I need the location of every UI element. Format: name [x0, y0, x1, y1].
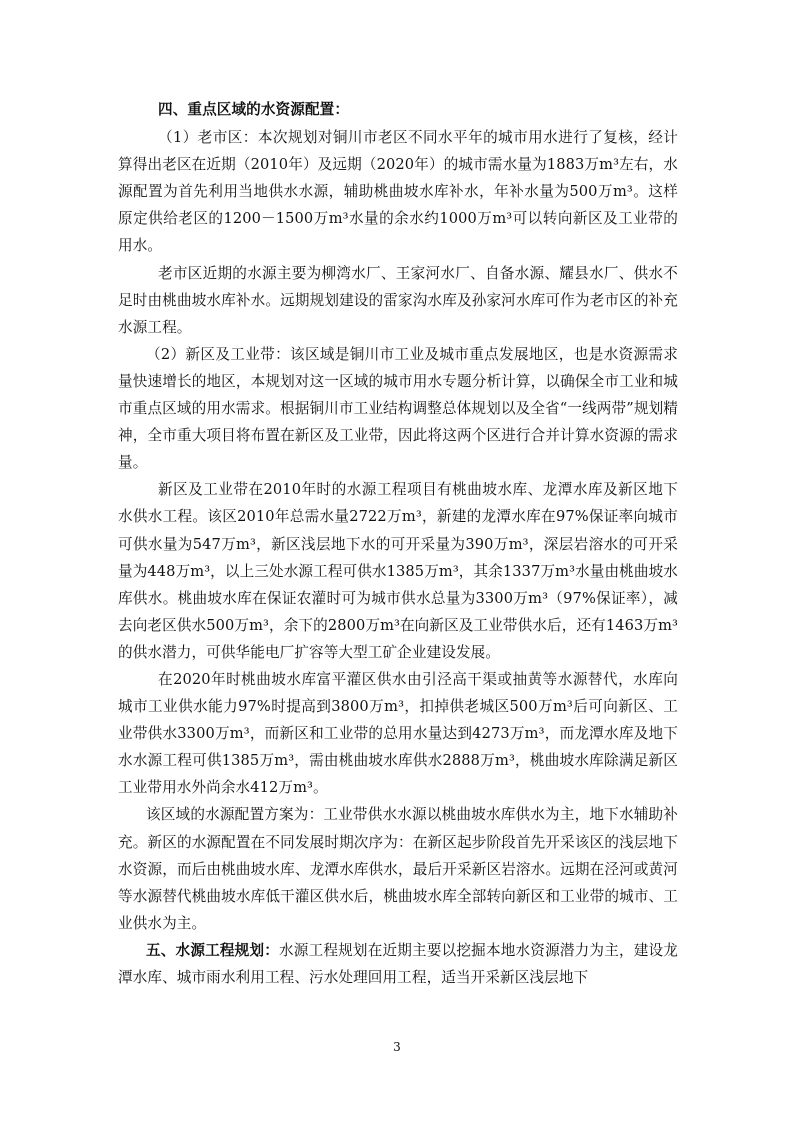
paragraph-new-district: （2）新区及工业带：该区域是铜川市工业及城市重点发展地区，也是水资源需求量快速增长的地区，本规划对这一区域的城市用水专题分析计算，以确保全市工业和城市重点区域的用水需求。根据铜川市工业结构调整总体规划以及全省“一线两带”规划精神，全市重大项目将布置在新区及工业带，因此将这两个区进行合并计算水资源的需求量。 [118, 345, 678, 472]
document-body [118, 96, 678, 991]
paragraph-2010-supply: 新区及工业带在2010年时的水源工程项目有桃曲坡水库、龙潭水库及新区地下水供水工程。该区2010年总需水量2722万m³，新建的龙潭水库在97%保证率向城市可供水量为547万m³，新区浅层地下水的可开采量为390万m³，深层岩溶水的可开采量为448万m³，以上三处水源工程可供水1385万m³，其余1337万m³水量由桃曲坡水库供水。桃曲坡水库在保证农灌时可为城市供水总量为3300万m³（97%保证率），减去向老区供水500万m³，余下的2800万m³在向新区及工业带供水后，还有1463万m³的供水潜力，可供华能电厂扩容等大型工矿企业建设发展。 [118, 481, 678, 661]
section-heading-5: 五、水源工程规划： [146, 941, 280, 959]
page-number: 3 [393, 1040, 401, 1054]
paragraph-water-project [118, 937, 678, 991]
paragraph-2020-supply: 在2020年时桃曲坡水库富平灌区供水由引泾高干渠或抽黄等水源替代，水库向城市工业供水能力97%时提高到3800万m³，扣掉供老城区500万m³后可向新区、工业带供水3300万m³，而新区和工业带的总用水量达到4273万m³，而龙潭水库及地下水水源工程可供1385万m³，需由桃曲坡水库供水2888万m³，桃曲坡水库除满足新区工业带用水外尚余水412万m³。 [118, 670, 678, 797]
paragraph-water-project-text: 水源工程规划在近期主要以挖掘本地水资源潜力为主，建设龙潭水库、城市雨水利用工程、污水处理回用工程，适当开采新区浅层地下 [118, 941, 679, 986]
paragraph-old-city: （1）老市区：本次规划对铜川市老区不同水平年的城市用水进行了复核，经计算得出老区在近期（2010年）及远期（2020年）的城市需水量为1883万m³左右，水源配置为首先利用当地供水水源，辅助桃曲坡水库补水，年补水量为500万m³。这样原定供给老区的1200－1500万m³水量的余水约1000万m³可以转向新区及工业带的用水。 [118, 129, 678, 255]
paragraph-old-city-sources: 老市区近期的水源主要为柳湾水厂、王家河水厂、自备水源、耀县水厂、供水不足时由桃曲坡水库补水。远期规划建设的雷家沟水库及孙家河水库可作为老市区的补充水源工程。 [118, 264, 678, 336]
section-heading-4: 四、重点区域的水资源配置： [158, 101, 350, 118]
paragraph-allocation-plan: 该区域的水源配置方案为：工业带供水水源以桃曲坡水库供水为主，地下水辅助补充。新区的水源配置在不同发展时期次序为：在新区起步阶段首先开采该区的浅层地下水资源，而后由桃曲坡水库、龙潭水库供水，最后开采新区岩溶水。远期在泾河或黄河等水源替代桃曲坡水库低干灌区供水后，桃曲坡水库全部转向新区和工业带的城市、工业供水为主。 [118, 806, 678, 932]
